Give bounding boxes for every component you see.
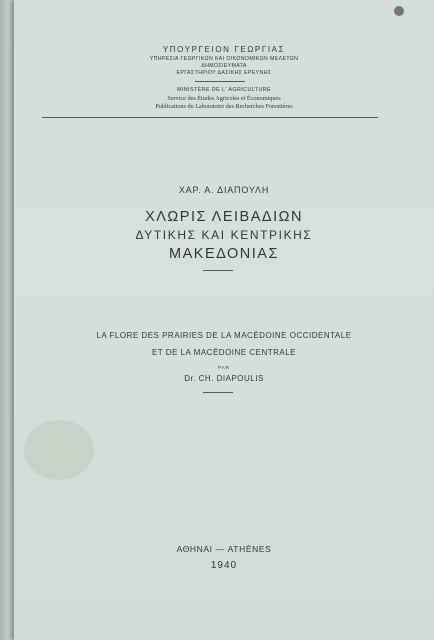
header-divider bbox=[195, 81, 245, 82]
service-fr: Service des Études Agricoles et Économiques bbox=[167, 95, 281, 102]
title-gr-line1: ΧΛΩΡΙΣ ΛΕΙΒΑΔΙΩΝ bbox=[145, 209, 303, 225]
stain bbox=[24, 420, 94, 480]
par-label: PAR bbox=[218, 365, 230, 370]
title-fr-line1: LA FLORE DES PRAIRIES DE LA MACÉDOINE OCCIDENTALE bbox=[96, 331, 352, 340]
publications-fr: Publications du Laboratoire des Recherches Forestières bbox=[155, 103, 293, 110]
header-rule bbox=[42, 117, 378, 118]
ink-spot bbox=[394, 6, 404, 16]
author-divider bbox=[203, 392, 233, 393]
title-divider bbox=[203, 270, 233, 271]
ministry-fr: MINISTÈRE DE L' AGRICULTURE bbox=[176, 87, 272, 93]
imprint-year: 1940 bbox=[210, 560, 238, 571]
book-spine-edge bbox=[0, 0, 14, 640]
service-gr: ΥΠΗΡΕΣΙΑ ΓΕΩΡΓΙΚΩΝ ΚΑΙ ΟΙΚΟΝΟΜΙΚΩΝ ΜΕΛΕΤΩΝ bbox=[149, 56, 299, 62]
title-gr-line3: ΜΑΚΕΔΟΝΙΑΣ bbox=[169, 246, 279, 262]
title-gr-line2: ΔΥΤΙΚΗΣ ΚΑΙ ΚΕΝΤΡΙΚΗΣ bbox=[135, 228, 313, 242]
ministry-gr: ΥΠΟΥΡΓΕΙΟΝ ΓΕΩΡΓΙΑΣ bbox=[162, 45, 286, 54]
author-gr: ΧΑΡ. Α. ΔΙΑΠΟΥΛΗ bbox=[178, 185, 270, 195]
author-fr: Dr. CH. DIAPOULIS bbox=[184, 374, 264, 383]
publications-gr: ΔΗΜΟΣΙΕΥΜΑΤΑ bbox=[201, 63, 247, 69]
lab-gr: ΕΡΓΑΣΤΗΡΙΟΥ ΔΑΣΙΚΗΣ ΕΡΕΥΝΗΣ bbox=[176, 70, 272, 76]
imprint-city: ΑΘΗΝΑΙ — ATHÈNES bbox=[176, 544, 272, 554]
title-fr-line2: ET DE LA MACÉDOINE CENTRALE bbox=[151, 348, 297, 357]
